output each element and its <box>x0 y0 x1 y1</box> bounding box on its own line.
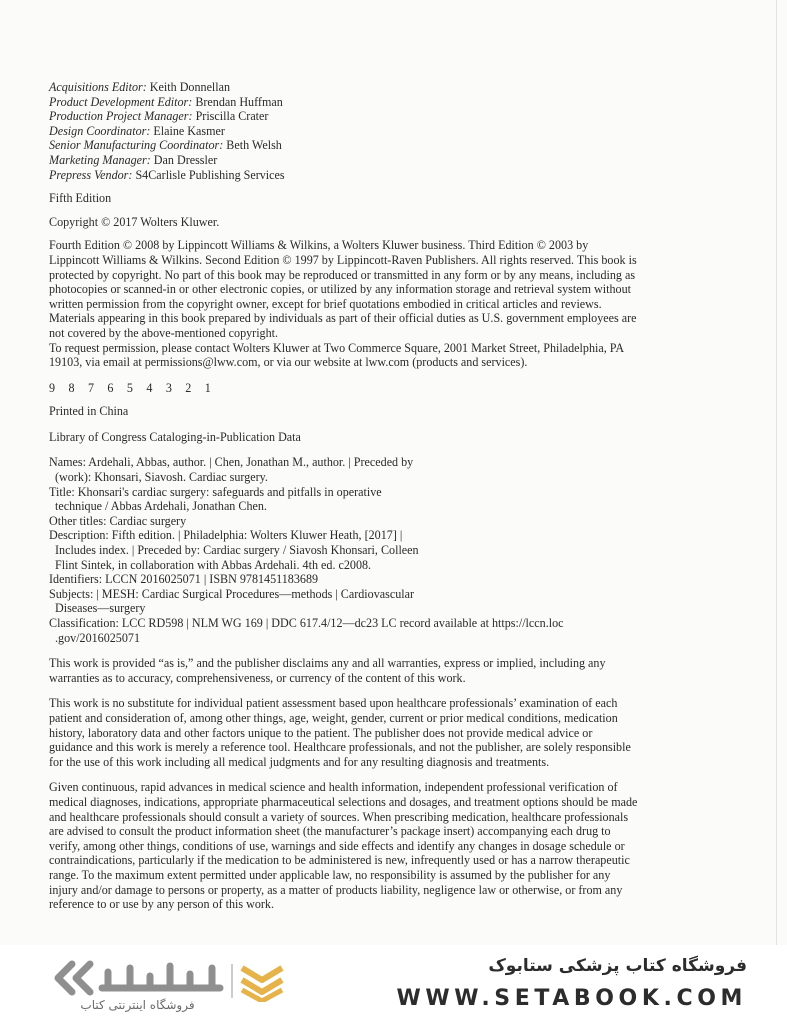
credit-line <box>49 80 639 95</box>
printed-in: Printed in China <box>49 404 129 419</box>
copyright-page-content <box>49 80 639 912</box>
credit-role: Acquisitions Editor: <box>49 80 147 94</box>
credit-line <box>49 138 639 153</box>
shop-url: WWW.SETABOOK.COM <box>396 986 747 1011</box>
cip-heading: Library of Congress Cataloging-in-Publication Data <box>49 429 301 444</box>
medical-advice-disclaimer: This work is no substitute for individual patient assessment based upon healthcare professionals’ examination of each patient and consideration of, among other things, age, weight, gender, current or prior medical conditions, medication history, laboratory data and other factors unique to the patient. The publisher does not provide medical advice or guidance and this work is merely a reference tool. Healthcare professionals, and not the publisher, are solely responsible for the use of this work including all medical judgments and for any resulting diagnosis and treatments. <box>49 696 631 769</box>
cip-line: Flint Sintek, in collaboration with Abbas Ardehali. 4th ed. c2008. <box>55 557 372 572</box>
credit-name: Brendan Huffman <box>195 94 283 109</box>
cip-line: Includes index. | Preceded by: Cardiac surgery / Siavosh Khonsari, Colleen <box>55 543 419 558</box>
cip-line: Description: Fifth edition. | Philadelphia: Wolters Kluwer Heath, [2017] | <box>49 528 403 543</box>
cip-line: Title: Khonsari's cardiac surgery: safeguards and pitfalls in operative <box>49 484 382 499</box>
cip-line: (work): Khonsari, Siavosh. Cardiac surgery. <box>55 470 268 485</box>
shop-name: فروشگاه کتاب پزشکی ستابوک <box>488 956 747 976</box>
cip-line: Diseases—surgery <box>55 601 146 616</box>
credit-line <box>49 109 639 124</box>
credit-role: Design Coordinator: <box>49 123 151 138</box>
logo-tagline: فروشگاه اینترنتی کتاب <box>80 998 195 1012</box>
cip-line: Identifiers: LCCN 2016025071 | ISBN 9781451183689 <box>49 572 319 587</box>
credit-role: Marketing Manager: <box>49 152 151 167</box>
credit-name: Keith Donnellan <box>149 80 231 94</box>
prior-editions-notice: Fourth Edition © 2008 by Lippincott Williams & Wilkins, a Wolters Kluwer business. Third Edition © 2003 by Lippincott Williams & Wilkins. Second Edition © 1997 by Lippincott-Raven Publishers. All rights reserved. This book is protected by copyright. No part of this book may be reproduced or transmitted in any form or by any means, including as photocopies or scanned-in or other electronic copies, or utilized by any information storage and retrieval system without written permission from the copyright owner, except for brief quotations embodied in critical articles and reviews. Materials appearing in this book prepared by individuals as part of their official duties as U.S. government employees are not covered by the above-mentioned copyright. <box>49 238 637 340</box>
credit-name: Beth Welsh <box>226 138 282 153</box>
credits-list <box>49 80 639 182</box>
edition: Fifth Edition <box>49 191 112 206</box>
credit-role: Senior Manufacturing Coordinator: <box>49 138 224 153</box>
credit-name: Dan Dressler <box>153 152 218 167</box>
warranty-disclaimer: This work is provided “as is,” and the publisher disclaims any and all warranties, express or implied, including any warranties as to accuracy, comprehensiveness, or currency of the content of this work. <box>49 656 606 685</box>
credit-name: Priscilla Crater <box>195 109 269 124</box>
liability-disclaimer: Given continuous, rapid advances in medical science and health information, independent professional verification of medical diagnoses, indications, appropriate pharmaceutical selections and dosages, and treatment options should be made and healthcare professionals should consult a variety of sources. When prescribing medication, healthcare professionals are advised to consult the product information sheet (the manufacturer’s package insert) accompanying each drug to verify, among other things, conditions of use, warnings and side effects and identify any changes in dosage schedule or contraindications, particularly if the medication to be administered is new, infrequently used or has a narrow therapeutic range. To the maximum extent permitted under applicable law, no responsibility is assumed by the publisher for any injury and/or damage to persons or property, as a matter of products liability, negligence law or otherwise, or from any reference to or use by any person of this work. <box>49 780 638 912</box>
credit-role: Production Project Manager: <box>49 109 193 124</box>
cip-line: Names: Ardehali, Abbas, author. | Chen, Jonathan M., author. | Preceded by <box>49 455 414 470</box>
credit-line <box>49 153 639 168</box>
credit-role: Prepress Vendor: <box>49 167 133 182</box>
cip-line: technique / Abbas Ardehali, Jonathan Chen. <box>55 499 267 514</box>
credit-line <box>49 168 639 183</box>
credit-line <box>49 95 639 110</box>
credit-role: Product Development Editor: <box>49 94 193 109</box>
cip-line: .gov/2016025071 <box>55 630 140 645</box>
cip-line: Other titles: Cardiac surgery <box>49 513 187 528</box>
setabook-logo <box>50 958 290 1020</box>
credit-name: Elaine Kasmer <box>153 123 225 138</box>
cip-line: Subjects: | MESH: Cardiac Surgical Procedures—methods | Cardiovascular <box>49 586 415 601</box>
logo-graphic-icon <box>50 958 290 1002</box>
copyright-notice: Copyright © 2017 Wolters Kluwer. <box>49 214 220 229</box>
cip-line: Classification: LCC RD598 | NLM WG 169 | DDC 617.4/12—dc23 LC record available at https://lccn.loc <box>49 616 564 630</box>
permission-notice: To request permission, please contact Wolters Kluwer at Two Commerce Square, 2001 Market Street, Philadelphia, PA 19103, via email at permissions@lww.com, or via our website at lww.com (products and services). <box>49 340 624 370</box>
credit-name: S4Carlisle Publishing Services <box>135 167 285 182</box>
print-line: 9 8 7 6 5 4 3 2 1 <box>49 380 217 395</box>
cip-record <box>49 455 639 645</box>
credit-line <box>49 124 639 139</box>
page-edge-shadow <box>776 0 777 945</box>
